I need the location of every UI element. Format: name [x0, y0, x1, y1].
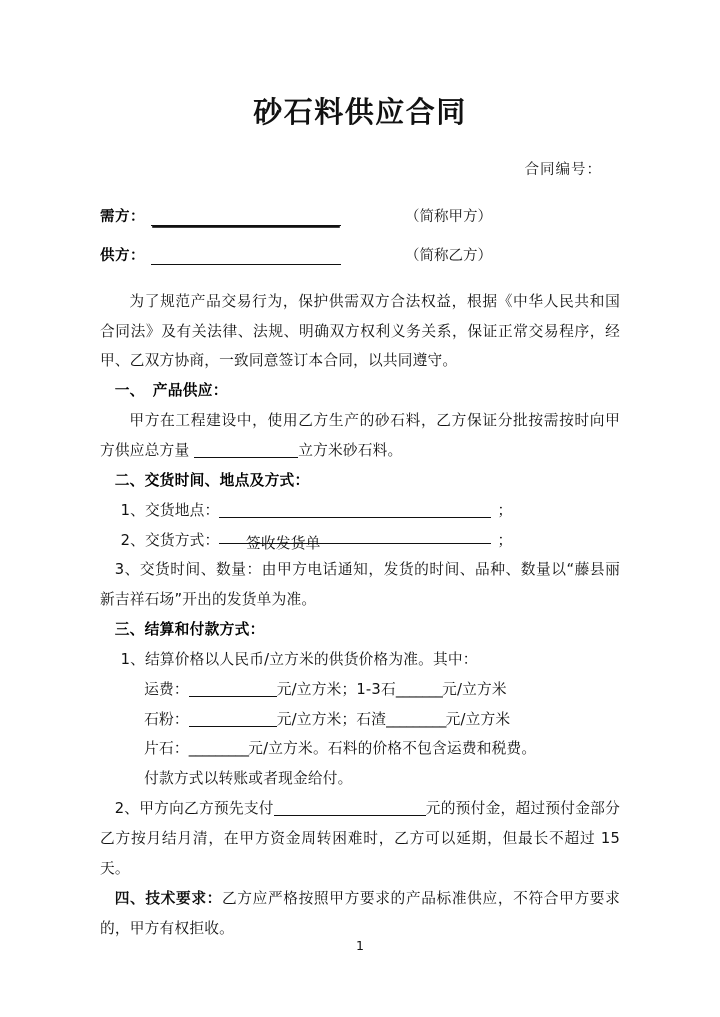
- section-two-heading: 二、交货时间、地点及方式：: [114, 471, 310, 489]
- demand-party-row: [100, 205, 620, 226]
- prepayment-text-after: 元的预付金，超过预付金部分乙方按月结月清，在甲方资金周转困难时，乙方可以延期，但最长不超过 15 天。: [100, 800, 621, 877]
- price-row-stone-powder: [100, 705, 620, 735]
- stone-slag-label: 石渣: [356, 710, 387, 728]
- contract-number-label: 合同编号：: [524, 161, 602, 178]
- section-four-heading: 四、技术要求：: [114, 889, 222, 907]
- section-one-text-after: 立方米砂石料。: [298, 442, 403, 460]
- delivery-place-row: [100, 496, 620, 526]
- stone-powder-label: 石粉：: [144, 710, 189, 728]
- delivery-method-label: 2、交货方式：: [120, 531, 220, 549]
- total-volume-input[interactable]: [194, 443, 298, 458]
- rubble-price-input[interactable]: _________: [188, 740, 249, 758]
- rubble-label: 片石：: [144, 740, 189, 758]
- prepayment-paragraph: [100, 794, 620, 884]
- prepayment-amount-input[interactable]: [274, 801, 426, 816]
- document-content: [100, 0, 620, 943]
- page-number: 1: [356, 938, 364, 953]
- delivery-method-semicolon: ；: [497, 531, 513, 549]
- stone-1-3-label: 1-3石: [356, 680, 396, 698]
- delivery-time-quantity-paragraph: 3、交货时间、数量：由甲方电话通知，发货的时间、品种、数量以“藤县丽新吉祥石场”开出的发货单为准。: [100, 561, 620, 609]
- section-four-body: 乙方应严格按照甲方要求的产品标准供应，不符合甲方要求的，甲方有权拒收。: [100, 889, 620, 937]
- demand-party-input[interactable]: [151, 210, 341, 226]
- section-one-title: 产品供应：: [152, 382, 228, 400]
- section-one-body: [100, 406, 620, 466]
- delivery-place-semicolon: ；: [497, 501, 513, 519]
- prepayment-text-before: 2、甲方向乙方预先支付: [114, 800, 274, 818]
- rubble-unit: 元/立方米。石料的价格不包含运费和税费。: [248, 740, 537, 758]
- stone-powder-price-input[interactable]: [189, 711, 277, 726]
- section-four-paragraph: [100, 884, 620, 944]
- page-title: 砂石料供应合同: [253, 95, 467, 129]
- supply-party-label: 供方：: [100, 247, 145, 264]
- settlement-price-intro: 1、结算价格以人民币/立方米的供货价格为准。其中：: [120, 650, 478, 668]
- section-one-text-before: 甲方在工程建设中，使用乙方生产的砂石料，乙方保证分批按需按时向甲方供应总方量: [100, 412, 620, 460]
- delivery-method-input[interactable]: 签收发货单: [219, 529, 491, 544]
- freight-price-input[interactable]: [189, 682, 277, 697]
- stone-slag-unit: 元/立方米: [445, 710, 511, 728]
- delivery-method-row: [100, 526, 620, 556]
- freight-unit: 元/立方米；: [276, 680, 357, 698]
- section-three-heading: 三、结算和付款方式：: [114, 621, 265, 639]
- supply-party-alias: （简称乙方）: [405, 247, 492, 264]
- payment-method-note: 付款方式以转账或者现金给付。: [144, 770, 353, 788]
- price-row-rubble: [100, 734, 620, 764]
- section-one-heading: [100, 376, 620, 406]
- supply-party-input[interactable]: [151, 249, 341, 265]
- supply-party-row: [100, 244, 620, 265]
- stone-powder-unit: 元/立方米；: [276, 710, 357, 728]
- preamble-paragraph: 为了规范产品交易行为，保护供需双方合法权益，根据《中华人民共和国合同法》及有关法律、法规、明确双方权利义务关系，保证正常交易程序，经甲、乙双方协商，一致同意签订本合同，以共同遵守。: [100, 292, 620, 370]
- delivery-place-label: 1、交货地点：: [120, 501, 220, 519]
- stone-1-3-unit: 元/立方米: [442, 680, 507, 698]
- demand-party-label: 需方：: [100, 208, 145, 225]
- stone-slag-price-input[interactable]: _________: [386, 710, 446, 728]
- delivery-place-input[interactable]: [219, 503, 491, 518]
- price-row-freight: [100, 675, 620, 705]
- demand-party-alias: （简称甲方）: [405, 208, 492, 225]
- freight-label: 运费：: [144, 680, 189, 698]
- stone-1-3-price-input[interactable]: _______: [395, 680, 443, 698]
- section-one-number: 一、: [114, 382, 145, 400]
